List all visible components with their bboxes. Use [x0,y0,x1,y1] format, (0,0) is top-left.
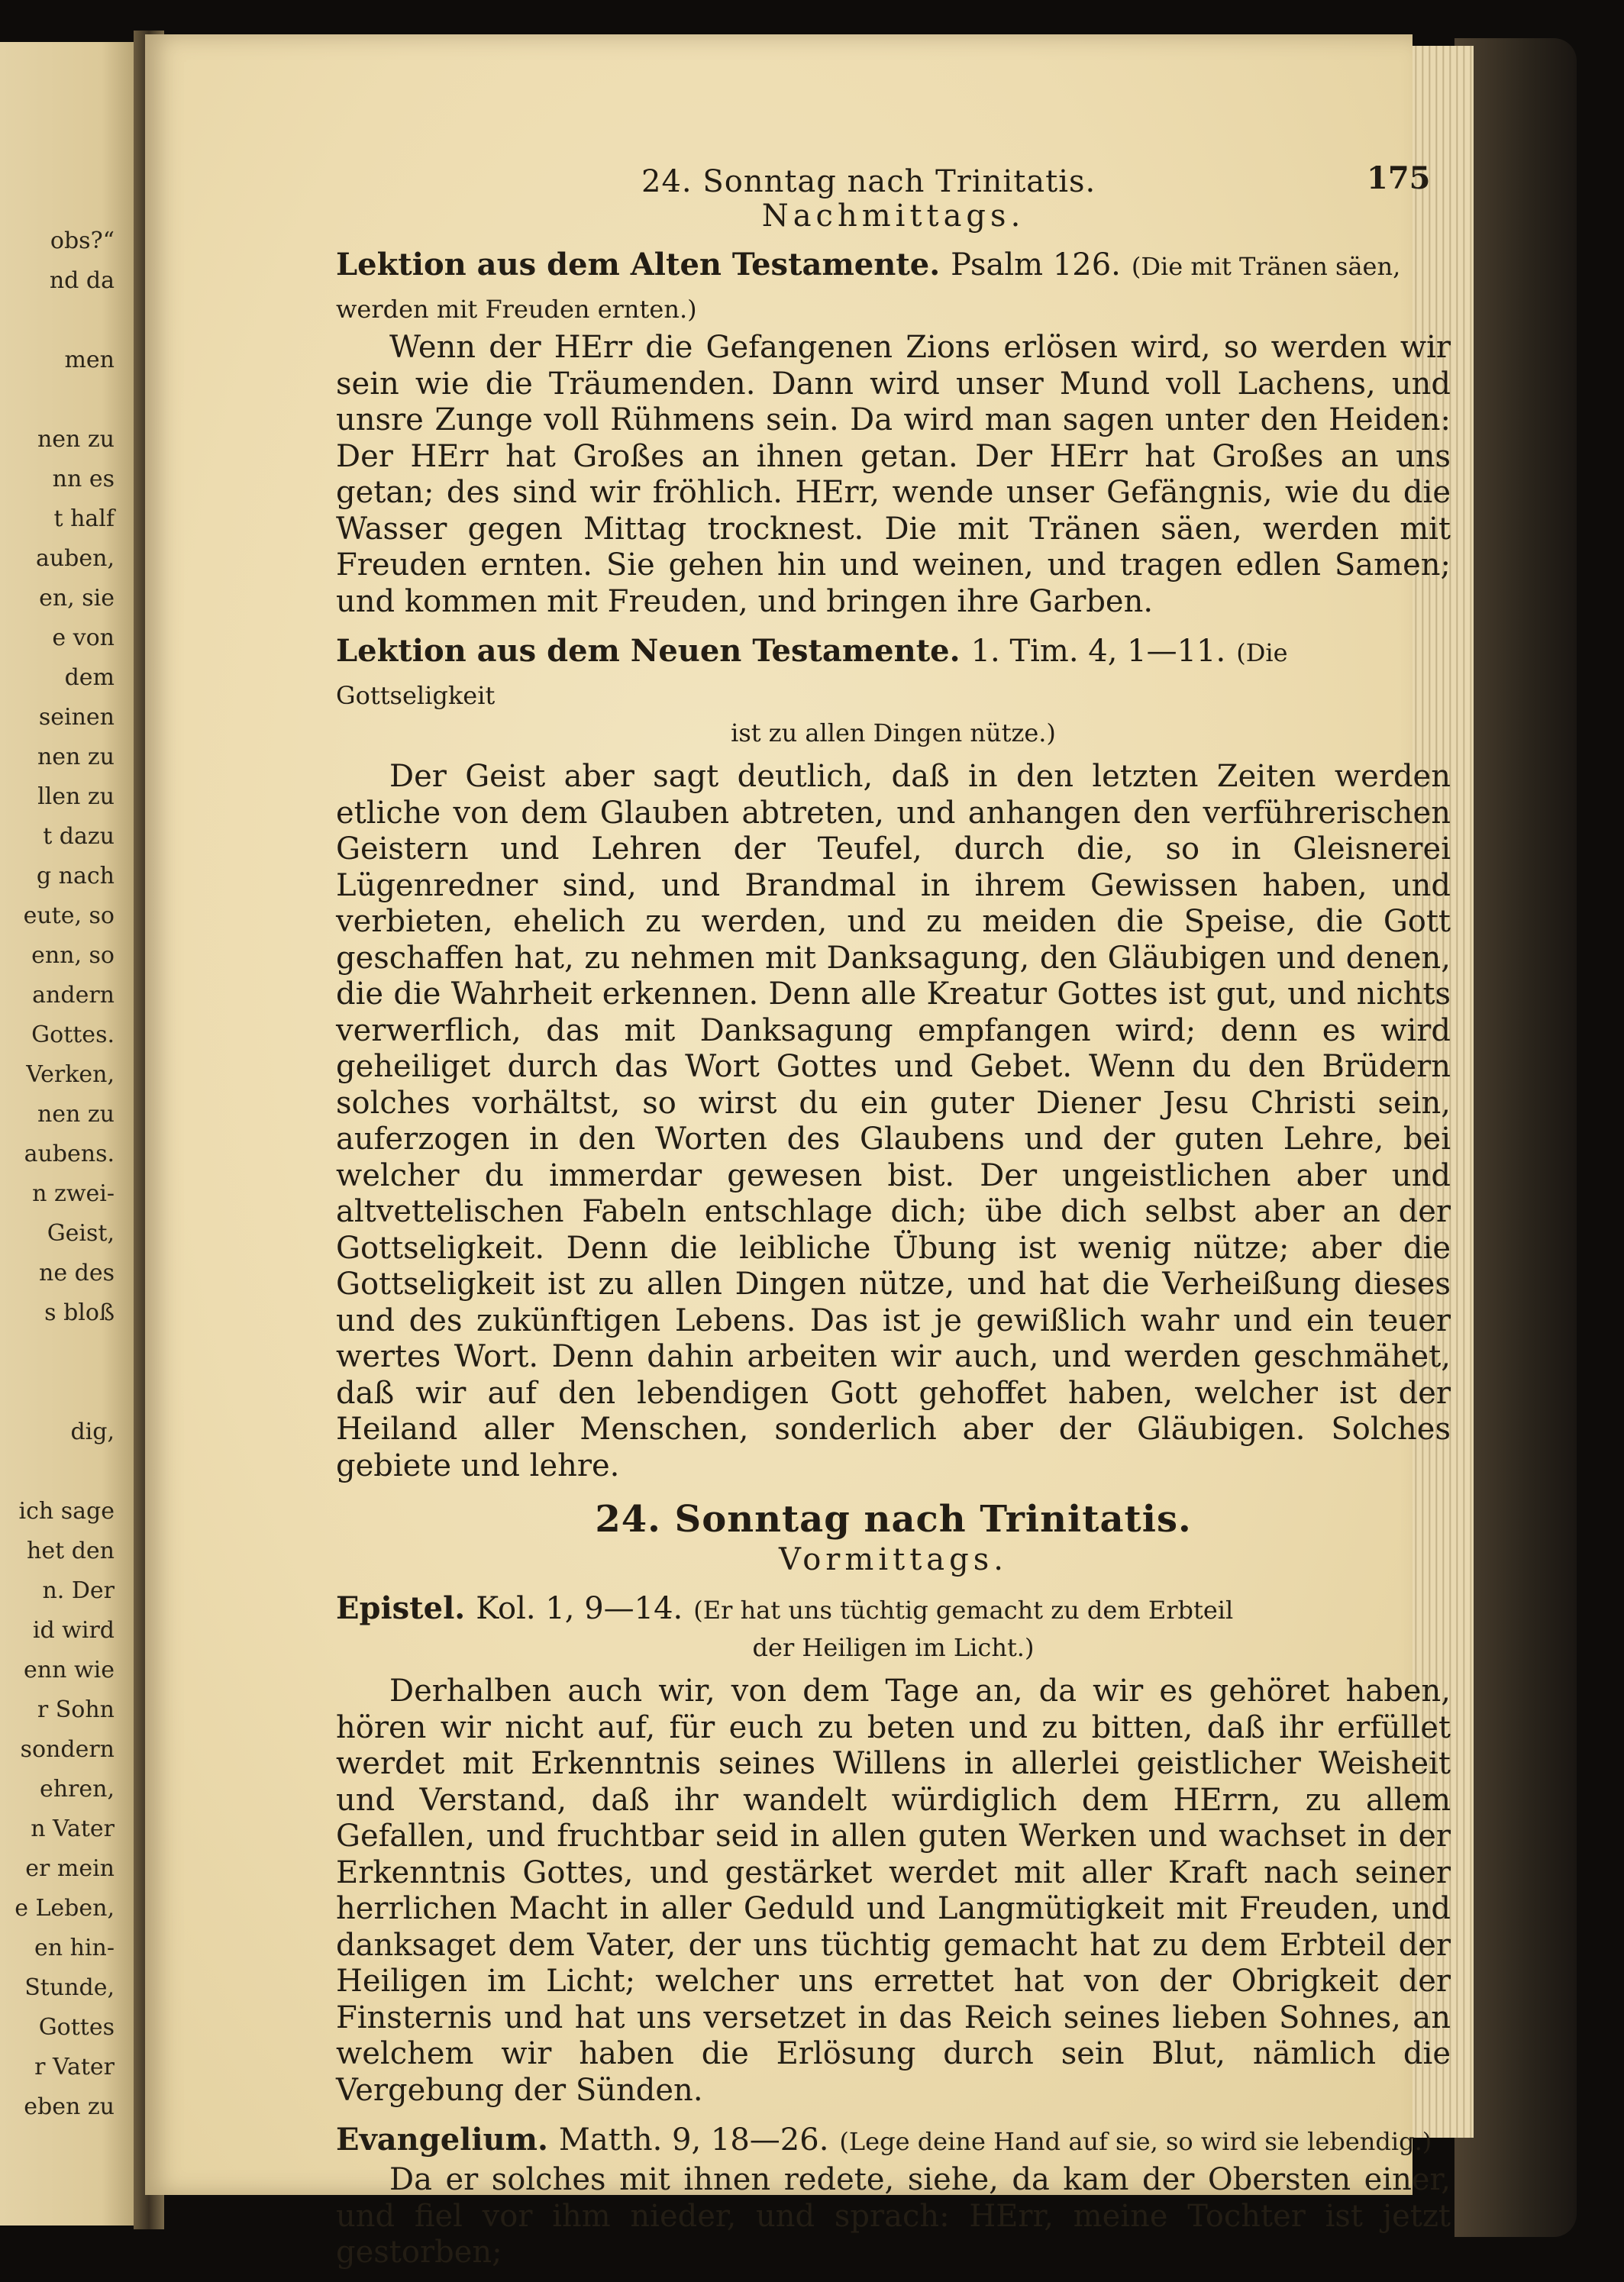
left-page-fragment: sondern [20,1736,115,1763]
morning-heading: Vormittags. [779,1542,1008,1577]
epistle-heading [336,1588,1451,1631]
left-page [0,42,145,2226]
lesson1-text: Wenn der HErr die Gefangenen Zions erlösen wird, so werden wir sein wie die Träumenden. Dann wird unser Mund voll Lachens, und unsre Zunge voll Rühmens sein. Da wird man sagen unter den Heiden: Der HErr hat Großes an ihnen getan. Der HErr hat Großes an uns getan; des sind wir fröhlich. HErr, wende unser Gefängnis, wie du die Wasser gegen Mittag trocknest. Die mit Tränen säen, werden mit Freuden ernten. Sie gehen hin und weinen, und tragen edlen Samen; und kommen mit Freuden, und bringen ihre Garben. [336,330,1451,619]
left-page-fragment: obs?“ [50,228,115,254]
left-page-fragment: enn, so [31,942,115,969]
gospel-label: Evangelium. [336,2122,548,2158]
left-page-fragment [0,1333,115,1373]
epistle-text: Derhalben auch wir, von dem Tage an, da wir es gehöret haben, hören wir nicht auf, für euch zu beten und zu bitten, daß ihr erfüllet werdet mit Erkenntnis seines Willens in allerlei geistlicher Weisheit und Verstand, daß ihr wandelt würdiglich dem HErrn, zu allem Gefallen, und fruchtbar seid in allen guten Werken und wachset in der Erkenntnis Gottes, und gestärket werdet mit aller Kraft nach seiner herrlichen Macht in aller Geduld und Langmütigkeit mit Freuden, und danksaget dem Vater, der uns tüchtig gemacht hat zu dem Erbteil der Heiligen im Licht; welcher uns errettet hat von der Obrigkeit der Finsternis und hat uns versetzet in das Reich seines lieben Sohnes, an welchem wir haben die Erlösung durch sein Blut, nämlich die Vergebung der Sünden. [336,1674,1451,2108]
left-page-fragment: t half [53,505,115,532]
running-head: 24. Sonntag nach Trinitatis. [641,164,1096,199]
lesson2-note: (Die Gottseligkeit [336,638,1288,710]
gospel-note: (Lege deine Hand auf sie, so wird sie lebendig.) [839,2127,1432,2156]
epistle-note-continued: der Heiligen im Licht.) [752,1633,1035,1662]
left-page-fragment: Geist, [47,1220,115,1247]
left-page-fragment: en, sie [39,585,115,612]
left-page-fragment: en hin- [34,1935,115,1961]
left-page-fragment: eben zu [24,2093,115,2120]
left-page-fragment: seinen [38,704,115,731]
left-page-fragment: nen zu [37,426,115,453]
left-page-fragment: aubens. [24,1141,115,1167]
left-page-fragment: andern [32,982,115,1009]
gospel-text: Da er solches mit ihnen redete, siehe, da kam der Obersten einer, und fiel vor ihm nieder, und sprach: HErr, meine Tochter ist jetzt gestorben; [336,2162,1451,2270]
left-page-fragment [0,301,115,341]
left-page-fragment [0,1373,115,1412]
lesson2-text: Der Geist aber sagt deutlich, daß in den letzten Zeiten werden etliche von dem Glauben abtreten, und anhangen den verführerischen Geistern und Lehren der Teufel, durch die, so in Gleisnerei Lügenredner sind, und Brandmal in ihrem Gewissen haben, und verbieten, ehelich zu werden, und zu meiden die Speise, die Gott geschaffen hat, zu nehmen mit Danksagung, den Gläubigen und denen, die die Wahrheit erkennen. Denn alle Kreatur Gottes ist gut, und nichts verwerflich, das mit Danksagung empfangen wird; denn es wird geheiliget durch das Wort Gottes und Gebet. Wenn du den Brüdern solches vorhältst, so wirst du ein guter Diener Jesu Christi sein, auferzogen in den Worten des Glaubens und der guten Lehre, bei welcher du immerdar gewesen bist. Der ungeistlichen aber und altvettelischen Fabeln entschlage dich; übe dich selbst aber an der Gottseligkeit. Denn die leibliche Übung ist wenig nütze; aber die Gottseligkeit ist zu allen Dingen nütze, und hat die Verheißung dieses und des zukünftigen Lebens. Das ist je gewißlich wahr und ein teuer wertes Wort. Denn dahin arbeiten wir auch, und werden geschmähet, daß wir auf den lebendigen Gott gehoffet haben, welcher ist der Heiland aller Menschen, sonderlich aber der Gläubigen. Solches gebiete und lehre. [336,759,1451,1483]
left-page-fragment: Verken, [26,1061,115,1088]
left-page-fragment: eute, so [23,902,115,929]
right-page [145,34,1451,2270]
epistle-note: (Er hat uns tüchtig gemacht zu dem Erbteil [693,1596,1234,1625]
lesson1-label: Lektion aus dem Alten Testamente. [336,247,941,282]
page-content [336,130,1451,2282]
left-page-fragment: ne des [39,1260,115,1286]
left-page-fragment: ehren, [39,1776,115,1803]
left-page-fragment: n. Der [42,1577,115,1604]
left-page-fragment: n Vater [31,1816,115,1842]
left-page-fragment: nen zu [37,744,115,770]
left-page-fragment: n zwei- [32,1180,115,1207]
left-page-fragment: ich sage [18,1498,115,1525]
left-page-fragment: t dazu [43,823,115,850]
left-page-fragment: g nach [36,863,115,889]
lesson2-label: Lektion aus dem Neuen Testamente. [336,633,961,669]
gospel-ref: Matth. 9, 18—26. [558,2122,829,2158]
left-page-fragment: nn es [52,466,115,492]
left-page-fragment: er mein [25,1855,115,1882]
lesson2-ref: 1. Tim. 4, 1—11. [970,634,1226,669]
left-page-fragment: Gottes. [31,1022,115,1048]
left-page-fragment: auben, [35,545,115,572]
left-page-fragment: r Vater [34,2054,115,2080]
left-page-fragment: r Sohn [37,1696,115,1723]
left-page-fragment: dem [64,664,115,691]
left-page-fragment: s bloß [44,1299,115,1326]
epistle-ref: Kol. 1, 9—14. [476,1591,683,1626]
lesson1-heading [336,244,1451,330]
left-page-fragment: Stunde, [24,1974,115,2001]
page-number: 175 [1367,160,1431,196]
left-page-fragment: nen zu [37,1101,115,1128]
left-page-fragment: het den [27,1538,115,1564]
left-page-text-fragments [0,42,115,2127]
page-header [336,130,1451,199]
lesson2-heading [336,631,1451,716]
left-page-fragment: llen zu [37,783,115,810]
left-page-fragment: e Leben, [15,1895,115,1922]
left-page-fragment [0,380,115,420]
left-page-fragment: id wird [32,1617,115,1644]
left-page-fragment: Gottes [38,2014,115,2041]
section-title: 24. Sonntag nach Trinitatis. [595,1498,1192,1541]
epistle-label: Epistel. [336,1590,466,1626]
left-page-fragment: e von [52,625,115,651]
gospel-heading [336,2119,1451,2162]
lesson1-ref: Psalm 126. [951,247,1121,282]
left-page-fragment: dig, [70,1419,115,1445]
left-page-fragment: enn wie [24,1657,115,1683]
lesson1-note: (Die mit Tränen säen, werden mit Freuden ernten.) [336,252,1401,324]
lesson2-note-continued: ist zu allen Dingen nütze.) [731,718,1056,747]
afternoon-heading: Nachmittags. [761,199,1025,234]
left-page-fragment: nd da [49,267,115,294]
left-page-fragment [0,1452,115,1492]
left-page-fragment: men [64,347,115,373]
